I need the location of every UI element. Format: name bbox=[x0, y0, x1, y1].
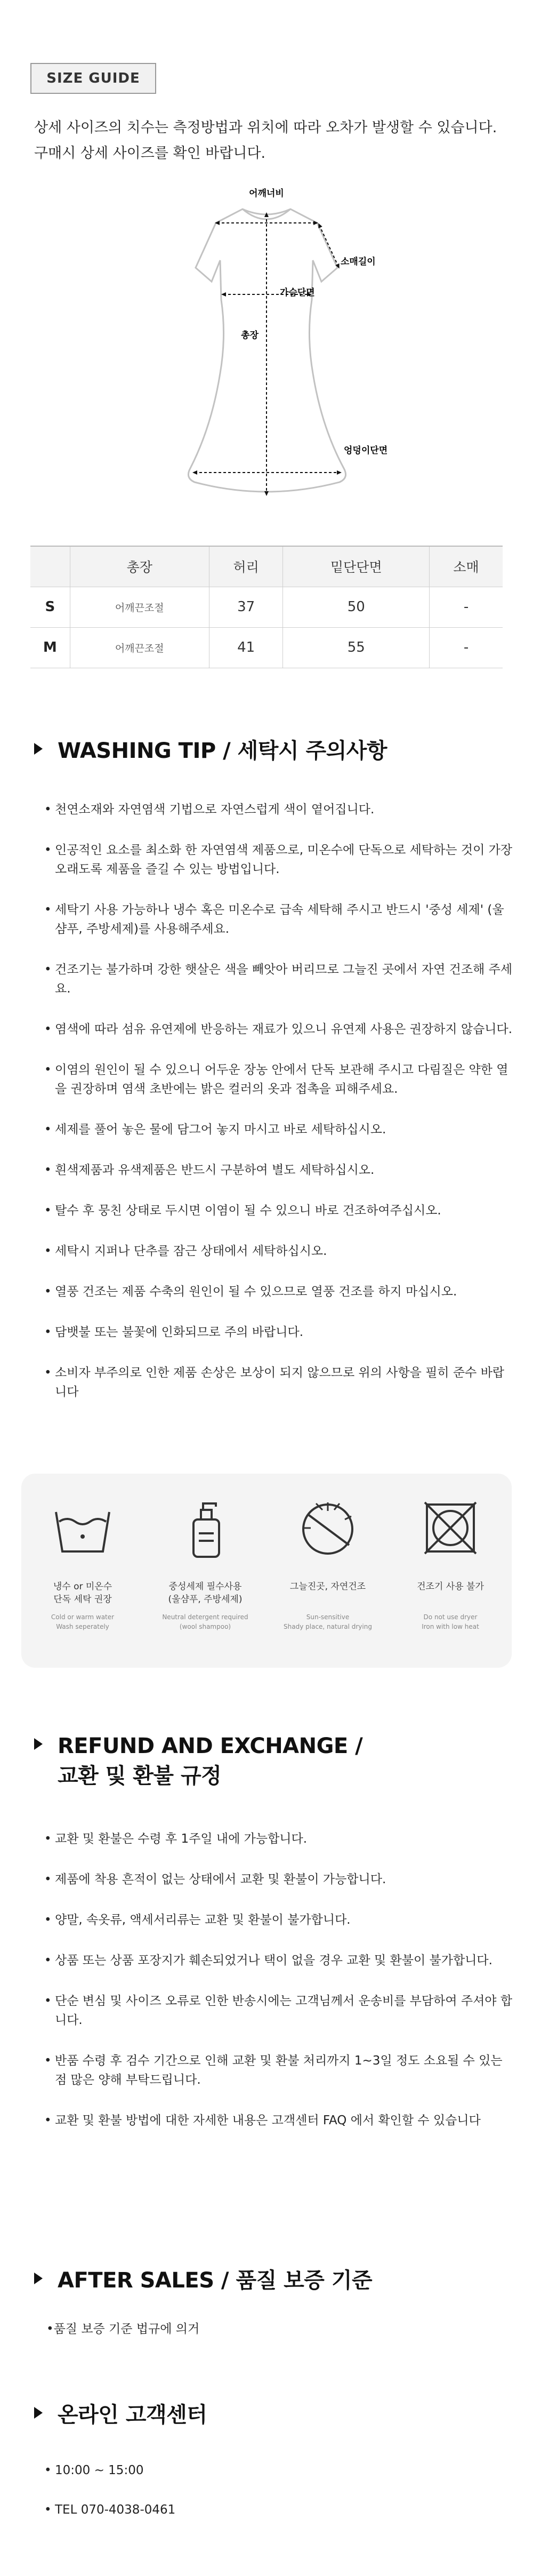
care-label-en-line: Sun-sensitive bbox=[306, 1613, 350, 1621]
shade-dry-icon bbox=[296, 1496, 360, 1560]
care-icons-panel bbox=[21, 1474, 512, 1668]
washing-title-text: WASHING TIP / 세탁시 주의사항 bbox=[58, 739, 387, 763]
list-item: • 흰색제품과 유색제품은 반드시 구분하여 별도 세탁하십시오. bbox=[44, 1161, 513, 1180]
triangle-bullet-icon bbox=[34, 2273, 43, 2284]
dress-outline bbox=[188, 209, 345, 492]
detergent-bottle-icon bbox=[173, 1496, 237, 1560]
care-label-en-line: Shady place, natural drying bbox=[284, 1623, 372, 1630]
washing-tip-list bbox=[44, 800, 513, 1402]
sleeve-label: 소매길이 bbox=[341, 257, 376, 267]
size-table bbox=[30, 546, 503, 668]
care-label-ko-line: (울샴푸, 주방세제) bbox=[168, 1594, 243, 1605]
list-item: • 천연소재와 자연염색 기법으로 자연스럽게 색이 옅어집니다. bbox=[44, 800, 513, 819]
list-item: • 10:00 ~ 15:00 bbox=[44, 2461, 513, 2480]
list-item: • 세제를 풀어 놓은 물에 담그어 놓지 마시고 바로 세탁하십시오. bbox=[44, 1120, 513, 1139]
size-table-header-row bbox=[30, 546, 503, 587]
list-item: • 반품 수령 후 검수 기간으로 인해 교환 및 환불 처리까지 1~3일 정도 소요될 수 있는 점 많은 양해 부탁드립니다. bbox=[44, 2051, 513, 2090]
list-item: • 교환 및 환불 방법에 대한 자세한 내용은 고객센터 FAQ 에서 확인할 수 있습니다 bbox=[44, 2111, 513, 2130]
refund-title-text bbox=[58, 1731, 362, 1791]
refund-title bbox=[32, 1731, 362, 1791]
size-cell: S bbox=[30, 587, 70, 627]
list-item: • 세탁시 지퍼나 단추를 잠근 상태에서 세탁하십시오. bbox=[44, 1242, 513, 1261]
care-label-en-line: Wash seperately bbox=[56, 1623, 109, 1630]
care-label-en bbox=[21, 1612, 144, 1631]
care-item bbox=[389, 1474, 512, 1668]
list-item: • 열풍 건조는 제품 수축의 원인이 될 수 있으므로 열풍 건조를 하지 마십시오. bbox=[44, 1282, 513, 1301]
dress-measurement-diagram bbox=[125, 176, 408, 581]
size-guide-tag: SIZE GUIDE bbox=[30, 63, 156, 94]
care-label-ko-line: 중성세제 필수사용 bbox=[168, 1581, 242, 1592]
care-label-ko bbox=[266, 1580, 389, 1593]
list-item: • 염색에 따라 섬유 유연제에 반응하는 재료가 있으니 유연제 사용은 권장하지 않습니다. bbox=[44, 1020, 513, 1039]
waist-cell: 37 bbox=[209, 587, 283, 627]
after-sales-text: •품질 보증 기준 법규에 의거 bbox=[46, 2322, 200, 2336]
header-cell: 밑단단면 bbox=[283, 546, 430, 587]
triangle-bullet-icon bbox=[34, 743, 43, 755]
cs-title bbox=[32, 2400, 207, 2430]
list-item: • 탈수 후 뭉친 상태로 두시면 이염이 될 수 있으니 바로 건조하여주십시오. bbox=[44, 1201, 513, 1220]
care-label-en-line: Iron with low heat bbox=[422, 1623, 479, 1630]
care-label-en bbox=[266, 1612, 389, 1631]
refund-title-line: REFUND AND EXCHANGE / bbox=[58, 1734, 363, 1758]
care-label-ko-line: 냉수 or 미온수 bbox=[53, 1581, 112, 1592]
care-label-en-line: Do not use dryer bbox=[423, 1613, 478, 1621]
care-item bbox=[21, 1474, 144, 1668]
length-cell: 어깨끈조절 bbox=[70, 627, 209, 668]
list-item: • TEL 070-4038-0461 bbox=[44, 2500, 513, 2519]
care-item bbox=[266, 1474, 389, 1668]
hem-cell: 55 bbox=[283, 627, 430, 668]
no-tumble-dry-icon bbox=[418, 1496, 482, 1560]
sleeve-cell: - bbox=[430, 587, 503, 627]
list-item: • 제품에 착용 흔적이 없는 상태에서 교환 및 환불이 가능합니다. bbox=[44, 1870, 513, 1889]
list-item: • 건조기는 불가하며 강한 햇살은 색을 빼앗아 버리므로 그늘진 곳에서 자연 건조해 주세요. bbox=[44, 960, 513, 998]
list-item: • 교환 및 환불은 수령 후 1주일 내에 가능합니다. bbox=[44, 1829, 513, 1849]
intro-line: 구매시 상세 사이즈를 확인 바랍니다. bbox=[34, 145, 266, 162]
care-label-ko-line: 건조기 사용 불가 bbox=[417, 1581, 484, 1592]
header-cell bbox=[30, 546, 70, 587]
care-label-ko bbox=[21, 1580, 144, 1606]
care-label-en-line: Neutral detergent required bbox=[162, 1613, 248, 1621]
list-item: • 상품 또는 상품 포장지가 훼손되었거나 택이 없을 경우 교환 및 환불이 불가합니다. bbox=[44, 1951, 513, 1970]
care-label-en bbox=[389, 1612, 512, 1631]
care-label-ko-line: 단독 세탁 권장 bbox=[53, 1594, 112, 1605]
hem-cell: 50 bbox=[283, 587, 430, 627]
refund-title-line: 교환 및 환불 규정 bbox=[58, 1764, 222, 1788]
list-item: • 세탁기 사용 가능하나 냉수 혹은 미온수로 급속 세탁해 주시고 반드시 '중성 세제' (울샴푸, 주방세제)를 사용해주세요. bbox=[44, 900, 513, 939]
care-label-en-line: Cold or warm water bbox=[51, 1613, 115, 1621]
length-cell: 어깨끈조절 bbox=[70, 587, 209, 627]
header-cell: 총장 bbox=[70, 546, 209, 587]
after-sales-title bbox=[32, 2266, 372, 2295]
refund-list bbox=[44, 1829, 513, 2130]
table-row bbox=[30, 627, 503, 668]
care-label-ko bbox=[144, 1580, 266, 1606]
triangle-bullet-icon bbox=[34, 2407, 43, 2419]
header-cell: 소매 bbox=[430, 546, 503, 587]
header-cell: 허리 bbox=[209, 546, 283, 587]
list-item: • 이염의 원인이 될 수 있으니 어두운 장농 안에서 단독 보관해 주시고 다림질은 약한 열을 권장하며 염색 초반에는 밝은 컬러의 옷과 접촉을 피해주세요. bbox=[44, 1060, 513, 1099]
care-label-ko-line: 그늘진곳, 자연건조 bbox=[289, 1581, 366, 1592]
cs-info-list bbox=[44, 2461, 513, 2519]
length-label: 총장 bbox=[241, 330, 259, 341]
triangle-bullet-icon bbox=[34, 1738, 43, 1750]
care-label-ko bbox=[389, 1580, 512, 1593]
sleeve-cell: - bbox=[430, 627, 503, 668]
washing-title bbox=[32, 736, 387, 766]
list-item: • 단순 변심 및 사이즈 오류로 인한 반송시에는 고객님께서 운송비를 부담하여 주셔야 합니다. bbox=[44, 1991, 513, 2030]
list-item: • 소비자 부주의로 인한 제품 손상은 보상이 되지 않으므로 위의 사항을 필히 준수 바랍니다 bbox=[44, 1363, 513, 1402]
size-cell: M bbox=[30, 627, 70, 668]
hem-label: 엉덩이단면 bbox=[344, 445, 388, 456]
care-label-en bbox=[144, 1612, 266, 1631]
shoulder-label: 어깨너비 bbox=[249, 188, 284, 199]
list-item: • 양말, 속옷류, 액세서리류는 교환 및 환불이 불가합니다. bbox=[44, 1910, 513, 1930]
after-sales-title-text: AFTER SALES / 품질 보증 기준 bbox=[58, 2268, 373, 2293]
wash-basin-icon bbox=[51, 1496, 115, 1560]
list-item: • 담뱃불 또는 불꽃에 인화되므로 주의 바랍니다. bbox=[44, 1323, 513, 1342]
intro-line: 상세 사이즈의 치수는 측정방법과 위치에 따라 오차가 발생할 수 있습니다. bbox=[34, 119, 497, 136]
table-row bbox=[30, 587, 503, 627]
care-item bbox=[144, 1474, 266, 1668]
care-label-en-line: (wool shampoo) bbox=[179, 1623, 231, 1630]
list-item: • 인공적인 요소를 최소화 한 자연염색 제품으로, 미온수에 단독으로 세탁하는 것이 가장 오래도록 제품을 즐길 수 있는 방법입니다. bbox=[44, 841, 513, 879]
cs-title-text: 온라인 고객센터 bbox=[58, 2403, 207, 2427]
chest-label: 가슴단면 bbox=[280, 287, 315, 298]
size-guide-intro bbox=[34, 115, 514, 166]
waist-cell: 41 bbox=[209, 627, 283, 668]
